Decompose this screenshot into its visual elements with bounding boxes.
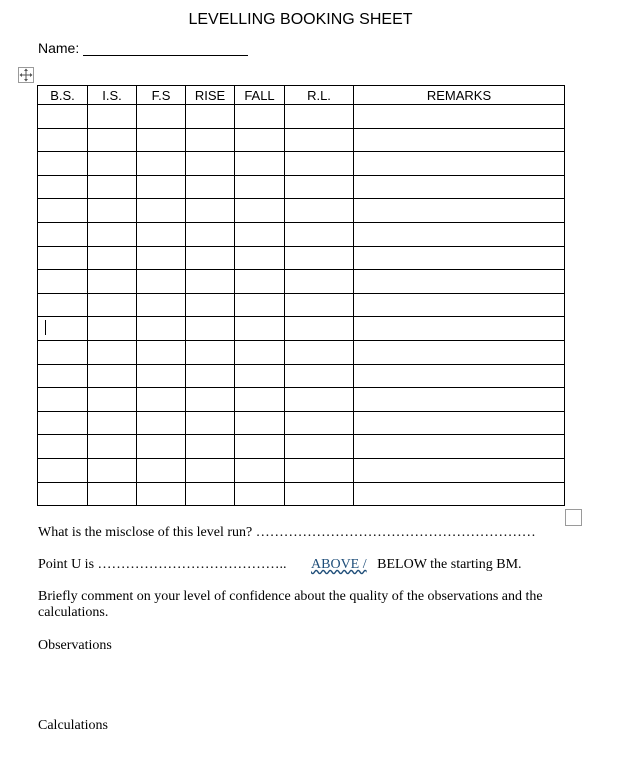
table-cell[interactable] (186, 388, 235, 412)
table-cell[interactable] (88, 270, 137, 294)
table-cell[interactable] (38, 293, 88, 317)
table-cell[interactable] (285, 246, 354, 270)
observations-heading: Observations (38, 638, 112, 653)
table-cell[interactable] (354, 128, 565, 152)
table-cell[interactable] (137, 105, 186, 129)
table-cell[interactable] (88, 246, 137, 270)
table-cell[interactable] (137, 152, 186, 176)
table-cell[interactable] (137, 435, 186, 459)
table-row (38, 175, 565, 199)
table-cell[interactable] (38, 152, 88, 176)
table-cell[interactable] (186, 152, 235, 176)
col-header-rise: RISE (186, 86, 235, 105)
table-cell[interactable] (137, 128, 186, 152)
table-row (38, 222, 565, 246)
table-cell[interactable] (235, 128, 285, 152)
table-cell[interactable] (354, 199, 565, 223)
table-cell[interactable] (186, 199, 235, 223)
comment-question: Briefly comment on your level of confidence about the quality of the observations and the calculations. (38, 589, 543, 620)
table-cell[interactable] (186, 317, 235, 341)
table-body (38, 105, 565, 506)
table-row (38, 458, 565, 482)
point-u-prefix: Point U is ………………………………….. (38, 557, 291, 572)
table-cell[interactable] (285, 152, 354, 176)
table-cell[interactable] (354, 388, 565, 412)
table-cell[interactable] (137, 411, 186, 435)
table-cell[interactable] (88, 128, 137, 152)
table-cell[interactable] (285, 435, 354, 459)
col-header-rl: R.L. (285, 86, 354, 105)
table-row (38, 388, 565, 412)
text-cursor (45, 320, 46, 335)
table-cell[interactable] (88, 105, 137, 129)
table-row (38, 199, 565, 223)
table-row (38, 293, 565, 317)
table-cell[interactable] (186, 458, 235, 482)
table-cell[interactable] (354, 317, 565, 341)
table-cell[interactable] (137, 175, 186, 199)
table-cell[interactable] (38, 105, 88, 129)
table-cell[interactable] (235, 199, 285, 223)
table-cell[interactable] (235, 270, 285, 294)
table-cell[interactable] (354, 435, 565, 459)
table-cell[interactable] (354, 175, 565, 199)
table-cell[interactable] (235, 458, 285, 482)
table-cell[interactable] (137, 340, 186, 364)
table-row (38, 411, 565, 435)
table-row (38, 105, 565, 129)
name-label: Name: (38, 40, 80, 56)
table-cell[interactable] (354, 340, 565, 364)
table-cell[interactable] (285, 482, 354, 506)
table-cell[interactable] (88, 152, 137, 176)
table-cell[interactable] (88, 199, 137, 223)
table-cell[interactable] (88, 364, 137, 388)
table-cell[interactable] (235, 411, 285, 435)
table-cell[interactable] (38, 435, 88, 459)
table-row (38, 340, 565, 364)
table-cell[interactable] (88, 388, 137, 412)
table-row (38, 246, 565, 270)
table-cell[interactable] (38, 411, 88, 435)
table-cell[interactable] (137, 458, 186, 482)
name-input-line[interactable] (83, 41, 248, 56)
table-cell[interactable] (38, 458, 88, 482)
table-cell[interactable] (38, 317, 88, 341)
table-cell[interactable] (235, 435, 285, 459)
page-title: LEVELLING BOOKING SHEET (188, 11, 413, 28)
table-cell[interactable] (137, 482, 186, 506)
table-cell[interactable] (354, 364, 565, 388)
table-cell[interactable] (186, 222, 235, 246)
table-cell[interactable] (38, 482, 88, 506)
table-cell[interactable] (38, 388, 88, 412)
table-cell[interactable] (354, 411, 565, 435)
col-header-remarks: REMARKS (354, 86, 565, 105)
above-option[interactable]: ABOVE / (311, 557, 367, 572)
table-cell[interactable] (186, 411, 235, 435)
misclose-question: What is the misclose of this level run? …………………………………………………… (38, 525, 536, 540)
table-row (38, 152, 565, 176)
table-resize-handle-icon[interactable] (565, 509, 582, 526)
table-cell[interactable] (88, 175, 137, 199)
table-cell[interactable] (285, 128, 354, 152)
table-row (38, 482, 565, 506)
table-row (38, 128, 565, 152)
table-cell[interactable] (285, 270, 354, 294)
table-cell[interactable] (285, 105, 354, 129)
table-cell[interactable] (38, 270, 88, 294)
table-cell[interactable] (186, 175, 235, 199)
table-cell[interactable] (354, 482, 565, 506)
table-cell[interactable] (235, 246, 285, 270)
table-cell[interactable] (137, 364, 186, 388)
table-cell[interactable] (88, 340, 137, 364)
table-cell[interactable] (285, 222, 354, 246)
table-row (38, 317, 565, 341)
table-cell[interactable] (88, 482, 137, 506)
table-cell[interactable] (137, 199, 186, 223)
table-cell[interactable] (186, 105, 235, 129)
table-cell[interactable] (186, 293, 235, 317)
table-cell[interactable] (137, 222, 186, 246)
booking-table (37, 85, 565, 506)
table-cell[interactable] (137, 293, 186, 317)
table-cell[interactable] (235, 293, 285, 317)
table-cell[interactable] (235, 152, 285, 176)
table-row (38, 270, 565, 294)
table-cell[interactable] (88, 458, 137, 482)
col-header-bs: B.S. (38, 86, 88, 105)
table-cell[interactable] (354, 270, 565, 294)
table-cell[interactable] (137, 246, 186, 270)
table-cell[interactable] (88, 435, 137, 459)
table-cell[interactable] (235, 388, 285, 412)
table-cell[interactable] (354, 105, 565, 129)
table-cell[interactable] (186, 246, 235, 270)
table-row (38, 435, 565, 459)
table-cell[interactable] (285, 388, 354, 412)
table-cell[interactable] (137, 388, 186, 412)
below-option[interactable]: BELOW the starting BM. (366, 557, 522, 572)
table-cell[interactable] (235, 364, 285, 388)
table-header-row (38, 86, 565, 105)
table-cell[interactable] (285, 317, 354, 341)
table-cell[interactable] (354, 222, 565, 246)
name-field-row (38, 40, 248, 56)
table-cell[interactable] (235, 175, 285, 199)
table-cell[interactable] (285, 364, 354, 388)
col-header-fs: F.S (137, 86, 186, 105)
table-cell[interactable] (285, 411, 354, 435)
table-cell[interactable] (38, 222, 88, 246)
table-cell[interactable] (285, 458, 354, 482)
table-cell[interactable] (38, 340, 88, 364)
table-cell[interactable] (354, 458, 565, 482)
table-cell[interactable] (354, 152, 565, 176)
table-cell[interactable] (235, 482, 285, 506)
table-cell[interactable] (186, 128, 235, 152)
table-cell[interactable] (285, 293, 354, 317)
table-cell[interactable] (88, 293, 137, 317)
table-cell[interactable] (186, 435, 235, 459)
table-cell[interactable] (235, 317, 285, 341)
table-cell[interactable] (38, 246, 88, 270)
table-move-handle-icon[interactable] (18, 67, 34, 83)
table-cell[interactable] (186, 270, 235, 294)
table-cell[interactable] (235, 340, 285, 364)
calculations-heading: Calculations (38, 718, 108, 733)
point-u-question (38, 557, 558, 573)
table-cell[interactable] (137, 317, 186, 341)
col-header-is: I.S. (88, 86, 137, 105)
table-cell[interactable] (186, 482, 235, 506)
table-cell[interactable] (38, 128, 88, 152)
table-cell[interactable] (354, 246, 565, 270)
table-cell[interactable] (137, 270, 186, 294)
table-cell[interactable] (88, 222, 137, 246)
table-cell[interactable] (186, 364, 235, 388)
table-row (38, 364, 565, 388)
table-cell[interactable] (235, 105, 285, 129)
table-cell[interactable] (38, 364, 88, 388)
table-cell[interactable] (88, 411, 137, 435)
table-cell[interactable] (38, 199, 88, 223)
table-cell[interactable] (235, 222, 285, 246)
table-cell[interactable] (285, 175, 354, 199)
table-cell[interactable] (38, 175, 88, 199)
col-header-fall: FALL (235, 86, 285, 105)
table-cell[interactable] (186, 340, 235, 364)
table-cell[interactable] (285, 340, 354, 364)
table-cell[interactable] (354, 293, 565, 317)
table-cell[interactable] (88, 317, 137, 341)
table-cell[interactable] (285, 199, 354, 223)
